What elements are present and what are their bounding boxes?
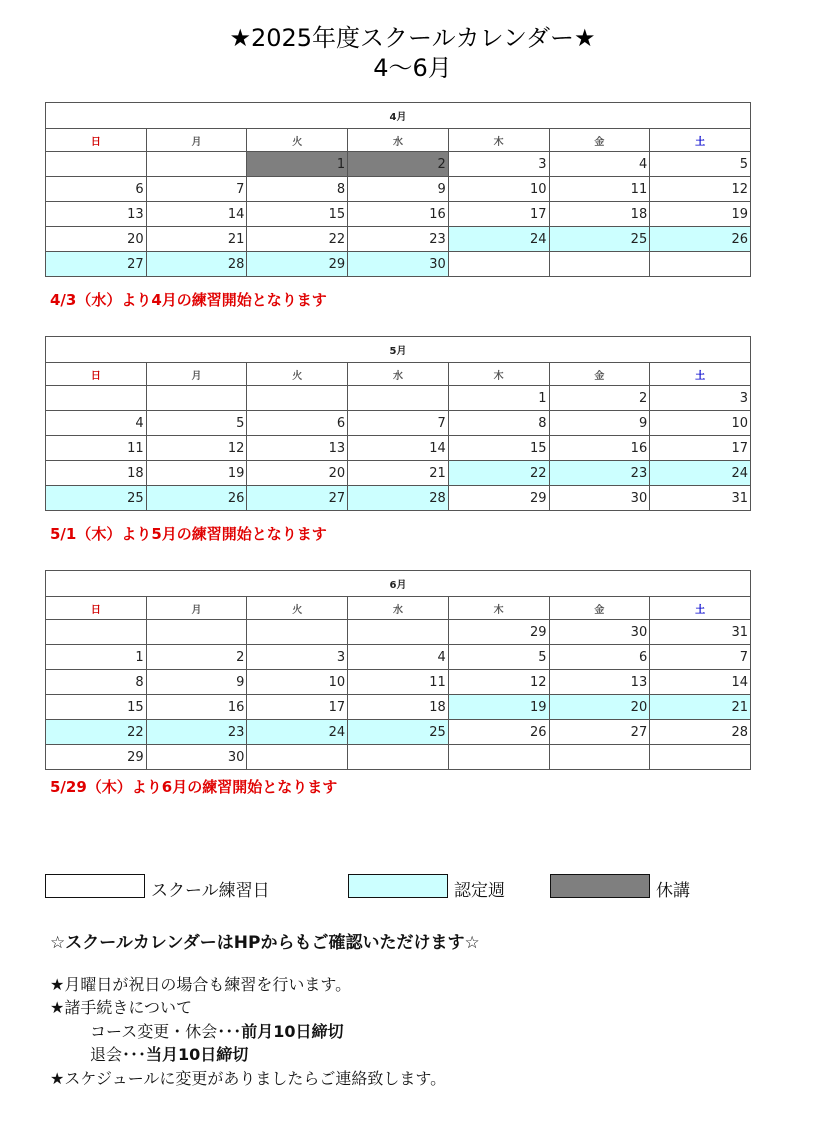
weekday-thu: 木 [448,363,549,386]
week-row [46,386,751,411]
day-cell [348,386,449,411]
day-cell-certification: 24 [247,720,348,745]
weekday-sun: 日 [46,597,147,620]
june-start-note: 5/29（木）より6月の練習開始となります [50,778,338,796]
day-cell-certification: 25 [348,720,449,745]
weekday-tue: 火 [247,363,348,386]
day-cell: 4 [46,411,147,436]
withdraw-line [90,1042,248,1065]
day-cell: 7 [650,645,751,670]
day-cell: 21 [146,227,247,252]
day-cell [46,620,147,645]
week-row [46,461,751,486]
day-cell: 31 [650,486,751,511]
weekday-wed: 水 [348,363,449,386]
day-cell: 14 [146,202,247,227]
day-cell: 14 [650,670,751,695]
day-cell: 30 [549,620,650,645]
day-cell: 19 [650,202,751,227]
week-row [46,177,751,202]
weekday-tue: 火 [247,597,348,620]
day-cell: 19 [146,461,247,486]
legend-closed-label: 休講 [656,881,690,901]
day-cell: 3 [247,645,348,670]
day-cell-certification: 29 [247,252,348,277]
day-cell-certification: 22 [448,461,549,486]
weekday-tue: 火 [247,129,348,152]
course-change-deadline: 前月10日締切 [241,1022,344,1041]
course-change-line [90,1019,343,1042]
day-cell-certification: 23 [549,461,650,486]
weekday-wed: 水 [348,597,449,620]
day-cell: 3 [650,386,751,411]
legend-certification-swatch [348,874,448,898]
calendar-april [45,102,751,277]
day-cell: 10 [650,411,751,436]
weekday-sun: 日 [46,363,147,386]
day-cell: 30 [549,486,650,511]
day-cell: 12 [146,436,247,461]
day-cell: 15 [448,436,549,461]
day-cell-certification: 25 [46,486,147,511]
day-cell: 13 [247,436,348,461]
day-cell [146,152,247,177]
month-label: 4月 [46,103,751,129]
day-cell: 7 [146,177,247,202]
weekday-thu: 木 [448,597,549,620]
day-cell: 8 [46,670,147,695]
withdraw-deadline: 当月10日締切 [146,1045,249,1064]
calendar-june [45,570,751,770]
withdraw-label: 退会･･･ [90,1045,147,1064]
day-cell-certification: 20 [549,695,650,720]
day-cell [146,386,247,411]
day-cell-certification: 28 [146,252,247,277]
day-cell-certification: 26 [650,227,751,252]
day-cell [46,386,147,411]
weekday-fri: 金 [549,363,650,386]
day-cell: 5 [448,645,549,670]
week-row [46,436,751,461]
day-cell: 9 [146,670,247,695]
day-cell [348,745,449,770]
day-cell: 14 [348,436,449,461]
day-cell: 29 [448,620,549,645]
day-cell [549,252,650,277]
day-cell: 9 [348,177,449,202]
day-cell: 18 [549,202,650,227]
day-cell: 11 [348,670,449,695]
day-cell: 7 [348,411,449,436]
day-cell: 11 [46,436,147,461]
day-cell-certification: 27 [247,486,348,511]
day-cell-certification: 19 [448,695,549,720]
week-row [46,152,751,177]
week-row [46,620,751,645]
day-cell-certification: 27 [46,252,147,277]
day-cell: 12 [650,177,751,202]
month-label: 6月 [46,571,751,597]
day-cell: 30 [146,745,247,770]
day-cell: 16 [549,436,650,461]
day-cell: 11 [549,177,650,202]
day-cell [247,745,348,770]
may-start-note: 5/1（木）より5月の練習開始となります [50,525,327,543]
weekday-sat: 土 [650,129,751,152]
april-start-note: 4/3（水）より4月の練習開始となります [50,291,327,309]
week-row [46,486,751,511]
day-cell: 10 [448,177,549,202]
day-cell: 16 [348,202,449,227]
day-cell: 20 [46,227,147,252]
weekday-fri: 金 [549,129,650,152]
day-cell: 10 [247,670,348,695]
month-label: 5月 [46,337,751,363]
day-cell: 6 [247,411,348,436]
legend-practice-swatch [45,874,145,898]
day-cell: 29 [448,486,549,511]
day-cell [549,745,650,770]
day-cell: 6 [549,645,650,670]
week-row [46,670,751,695]
day-cell: 29 [46,745,147,770]
day-cell [146,620,247,645]
day-cell: 13 [46,202,147,227]
day-cell: 6 [46,177,147,202]
day-cell [650,252,751,277]
day-cell-certification: 25 [549,227,650,252]
day-cell: 5 [650,152,751,177]
weekday-fri: 金 [549,597,650,620]
legend-closed-swatch [550,874,650,898]
day-cell: 28 [650,720,751,745]
day-cell: 12 [448,670,549,695]
day-cell: 23 [348,227,449,252]
day-cell [46,152,147,177]
day-cell: 17 [247,695,348,720]
page-subtitle: 4～6月 [373,54,452,82]
weekday-mon: 月 [146,597,247,620]
day-cell: 16 [146,695,247,720]
legend-practice-label: スクール練習日 [151,881,270,901]
day-cell: 18 [46,461,147,486]
day-cell: 20 [247,461,348,486]
week-row [46,227,751,252]
day-cell: 1 [46,645,147,670]
holiday-notice: ★月曜日が祝日の場合も練習を行います。 [50,975,352,994]
day-cell [247,620,348,645]
hp-notice: ☆スクールカレンダーはHPからもご確認いただけます☆ [50,933,480,953]
day-cell [348,620,449,645]
day-cell: 17 [448,202,549,227]
day-cell [448,745,549,770]
day-cell: 31 [650,620,751,645]
day-cell: 2 [146,645,247,670]
week-row [46,411,751,436]
day-cell: 2 [549,386,650,411]
day-cell-certification: 24 [448,227,549,252]
week-row [46,720,751,745]
weekday-mon: 月 [146,363,247,386]
course-change-label: コース変更・休会･･･ [90,1022,242,1041]
day-cell: 27 [549,720,650,745]
day-cell-certification: 30 [348,252,449,277]
day-cell: 15 [46,695,147,720]
day-cell [448,252,549,277]
weekday-thu: 木 [448,129,549,152]
day-cell: 8 [448,411,549,436]
day-cell-certification: 21 [650,695,751,720]
week-row [46,202,751,227]
day-cell: 18 [348,695,449,720]
day-cell-closed: 1 [247,152,348,177]
day-cell: 21 [348,461,449,486]
weekday-sun: 日 [46,129,147,152]
legend-certification-label: 認定週 [454,881,505,901]
week-row [46,745,751,770]
weekday-mon: 月 [146,129,247,152]
day-cell: 17 [650,436,751,461]
day-cell-certification: 24 [650,461,751,486]
day-cell [247,386,348,411]
day-cell: 22 [247,227,348,252]
weekday-wed: 水 [348,129,449,152]
day-cell: 13 [549,670,650,695]
day-cell-certification: 23 [146,720,247,745]
day-cell: 26 [448,720,549,745]
day-cell-closed: 2 [348,152,449,177]
week-row [46,695,751,720]
weekday-sat: 土 [650,597,751,620]
weekday-sat: 土 [650,363,751,386]
day-cell: 5 [146,411,247,436]
schedule-change-notice: ★スケジュールに変更がありましたらご連絡致します。 [50,1069,447,1088]
day-cell: 9 [549,411,650,436]
day-cell-certification: 22 [46,720,147,745]
day-cell: 8 [247,177,348,202]
day-cell-certification: 26 [146,486,247,511]
day-cell: 1 [448,386,549,411]
week-row [46,645,751,670]
day-cell: 15 [247,202,348,227]
day-cell: 3 [448,152,549,177]
page-title: ★2025年度スクールカレンダー★ [229,24,596,52]
day-cell: 4 [348,645,449,670]
procedures-heading: ★諸手続きについて [50,998,193,1017]
day-cell-certification: 28 [348,486,449,511]
day-cell: 4 [549,152,650,177]
week-row [46,252,751,277]
day-cell [650,745,751,770]
calendar-may [45,336,751,511]
